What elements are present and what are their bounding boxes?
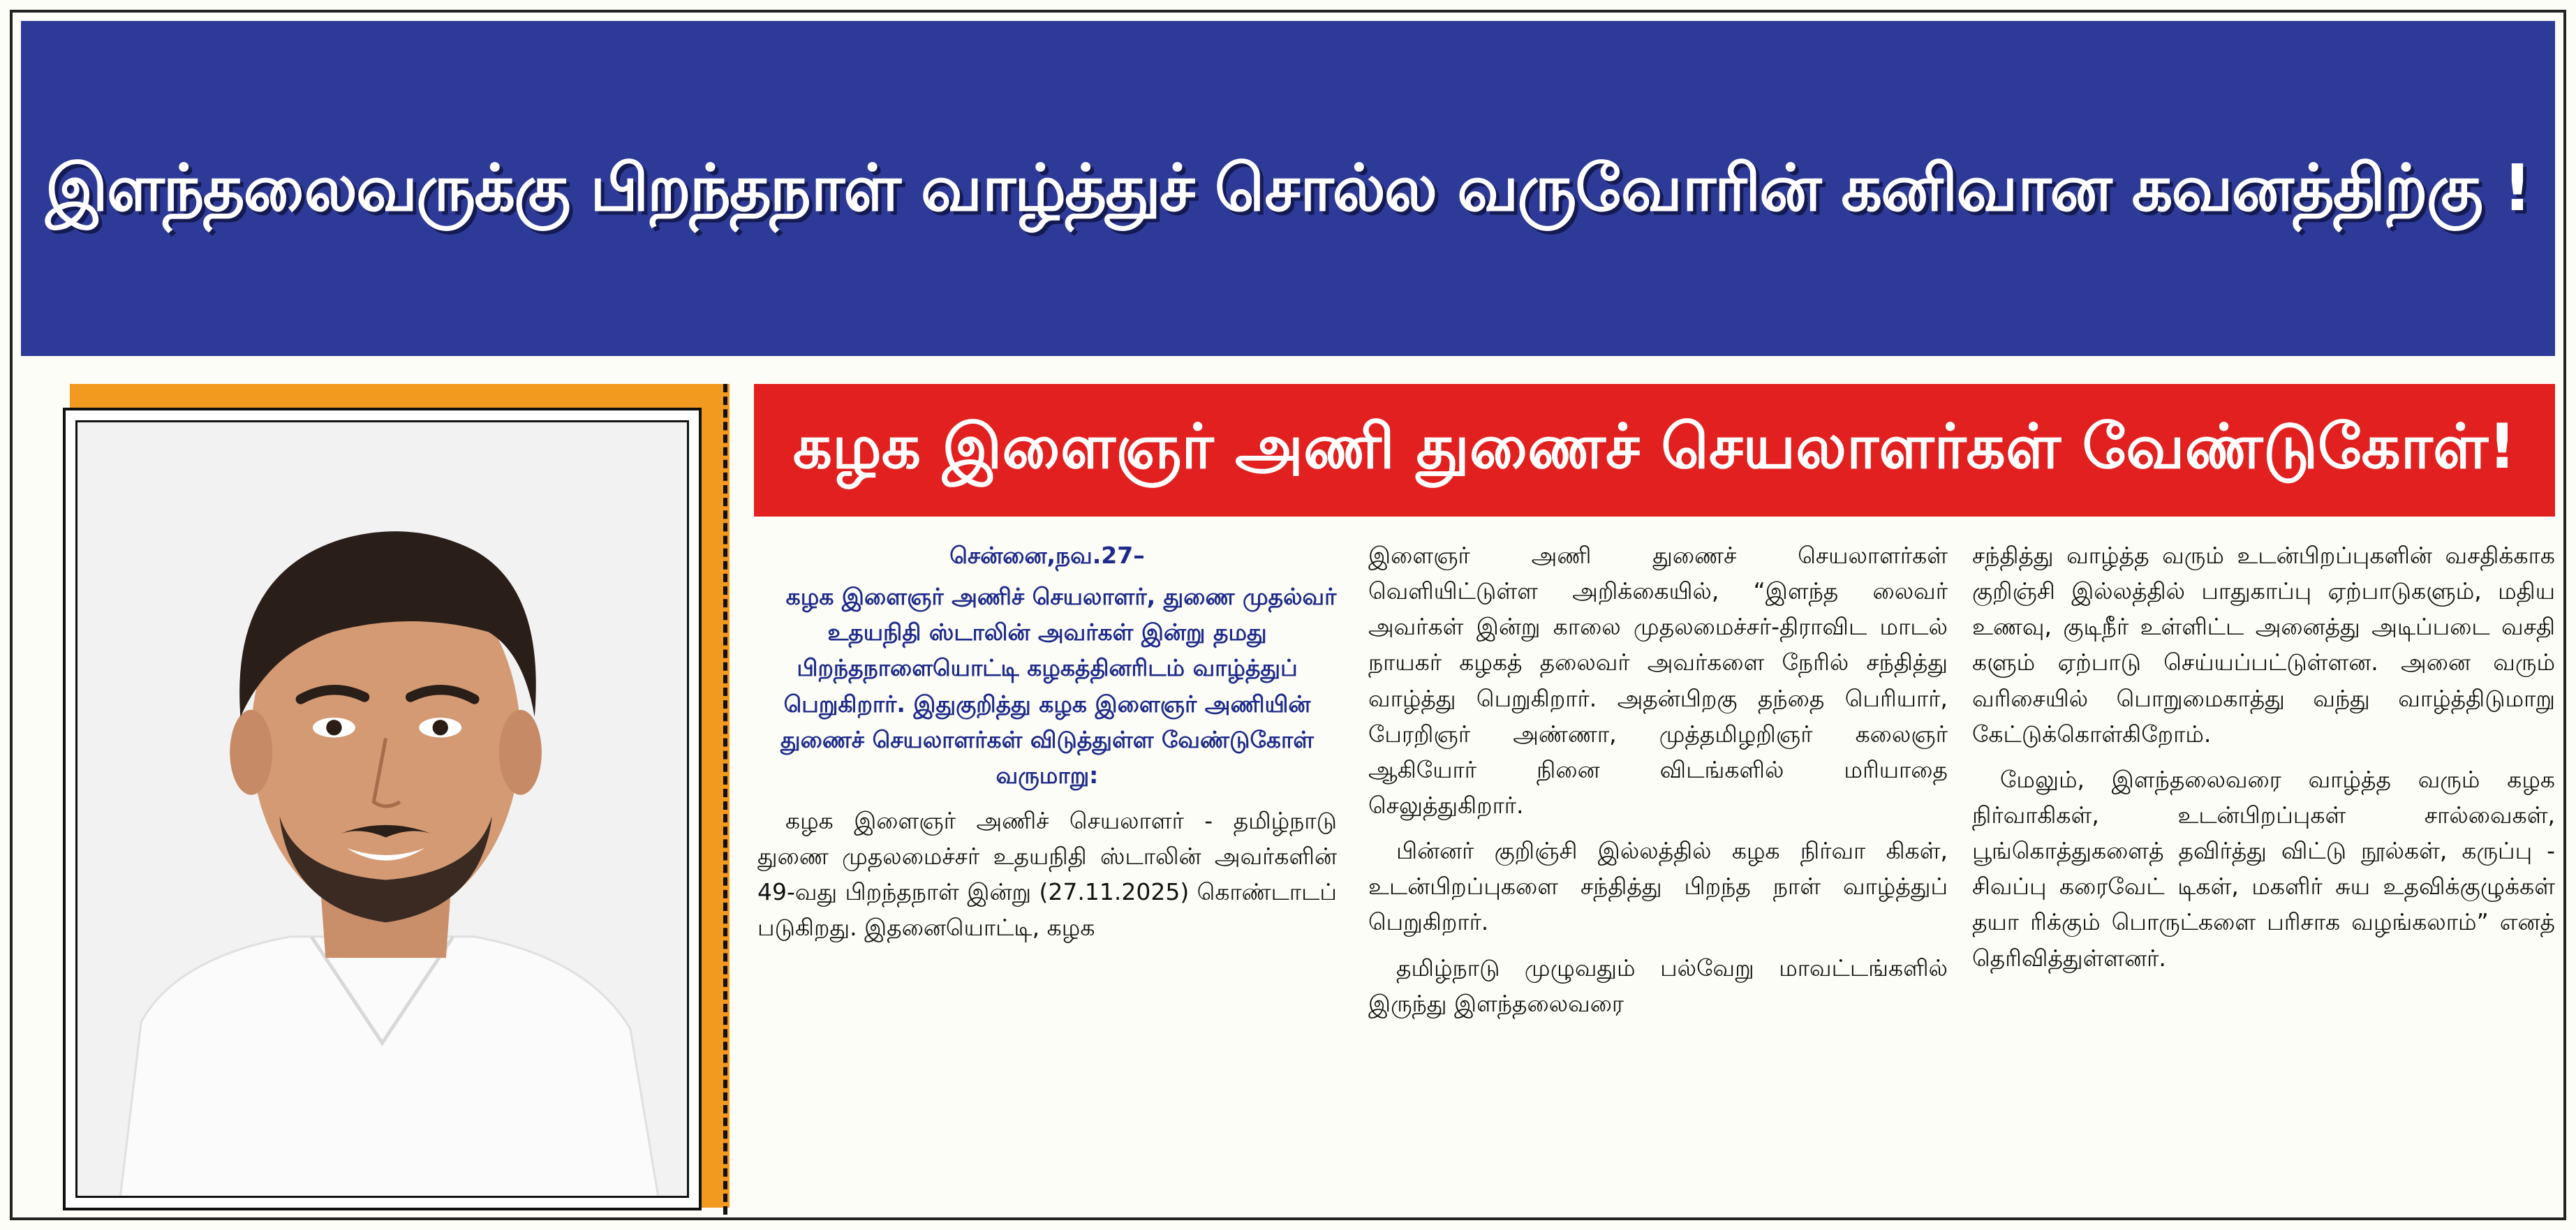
article-paragraph: சந்தித்து வாழ்த்த வரும் உடன்பிறப்புகளின் வசதிக்காக குறிஞ்சி இல்லத்தில் பாதுகாப்பு ஏற்பாடுகளும், மதிய உணவு, குடிநீர் உள்ளிட்ட அனைத்து அடிப்படை வசதி களும் ஏற்பாடு செய்யப்பட்டுள்ளன. அனை வரும் வரிசையில் பொறுமைகாத்து வந்து வாழ்த்திடுமாறு கேட்டுக்கொள்கிறோம். <box>1972 542 2555 748</box>
headline-text: இளந்தலைவருக்கு பிறந்தநாள் வாழ்த்துச் சொல்ல வருவோரின் கனிவான கவனத்திற்கு ! <box>45 151 2531 226</box>
subheadline-text: கழக இளைஞர் அணி துணைச் செயலாளர்கள் வேண்டுகோள்! <box>792 410 2517 482</box>
portrait-illustration <box>77 422 687 1196</box>
article-column-3 <box>1972 538 2555 1201</box>
article-column-1 <box>757 538 1337 1201</box>
article-paragraph: கழக இளைஞர் அணிச் செயலாளர் - தமிழ்நாடு துணை முதலமைச்சர் உதயநிதி ஸ்டாலின் அவர்களின் 49-வது பிறந்தநாள் இன்று (27.11.2025) கொண்டாடப் படுகிறது. இதனையொட்டி, கழக <box>757 806 1337 942</box>
headline-banner <box>21 21 2555 356</box>
column-divider <box>723 384 727 1215</box>
subheadline-banner <box>754 384 2555 517</box>
dateline: சென்னை,நவ.27– <box>949 542 1145 569</box>
portrait-photo <box>75 420 689 1198</box>
photo-frame <box>70 384 730 1208</box>
article-paragraph: பின்னர் குறிஞ்சி இல்லத்தில் கழக நிர்வா கிகள், உடன்பிறப்புகளை சந்தித்து பிறந்த நாள் வாழ்த்துப் பெறுகிறார். <box>1368 837 1948 936</box>
article-intro: கழக இளைஞர் அணிச் செயலாளர், துணை முதல்வர் உதயநிதி ஸ்டாலின் அவர்கள் இன்று தமது பிறந்தநாளையொட்டி கழகத்தினரிடம் வாழ்த்துப் பெறுகிறார். இதுகுறித்து கழக இளைஞர் அணியின் துணைச் செயலாளர்கள் விடுத்துள்ள வேண்டுகோள் வருமாறு: <box>780 583 1337 789</box>
article-paragraph: மேலும், இளந்தலைவரை வாழ்த்த வரும் கழக நிர்வாகிகள், உடன்பிறப்புகள் சால்வைகள், பூங்கொத்துகளைத் தவிர்த்து விட்டு நூல்கள், கருப்பு - சிவப்பு கரைவேட் டிகள், மகளிர் சுய உதவிக்குழுக்கள் தயா ரிக்கும் பொருட்களை பரிசாக வழங்கலாம்” எனத் தெரிவித்துள்ளனர். <box>1972 765 2555 972</box>
article-paragraph: இளைஞர் அணி துணைச் செயலாளர்கள் வெளியிட்டுள்ள அறிக்கையில், “இளந்த லைவர் அவர்கள் இன்று காலை முதலமைச்சர்-திராவிட மாடல் நாயகர் கழகத் தலைவர் அவர்களை நேரில் சந்தித்து வாழ்த்து பெறுகிறார். அதன்பிறகு தந்தை பெரியார், பேரறிஞர் அண்ணா, முத்தமிழறிஞர் கலைஞர் ஆகியோர் நினை விடங்களில் மரியாதை செலுத்துகிறார். <box>1368 542 1948 819</box>
article-column-2 <box>1368 538 1948 1201</box>
article-paragraph: தமிழ்நாடு முழுவதும் பல்வேறு மாவட்டங்களில் இருந்து இளந்தலைவரை <box>1368 954 1948 1017</box>
